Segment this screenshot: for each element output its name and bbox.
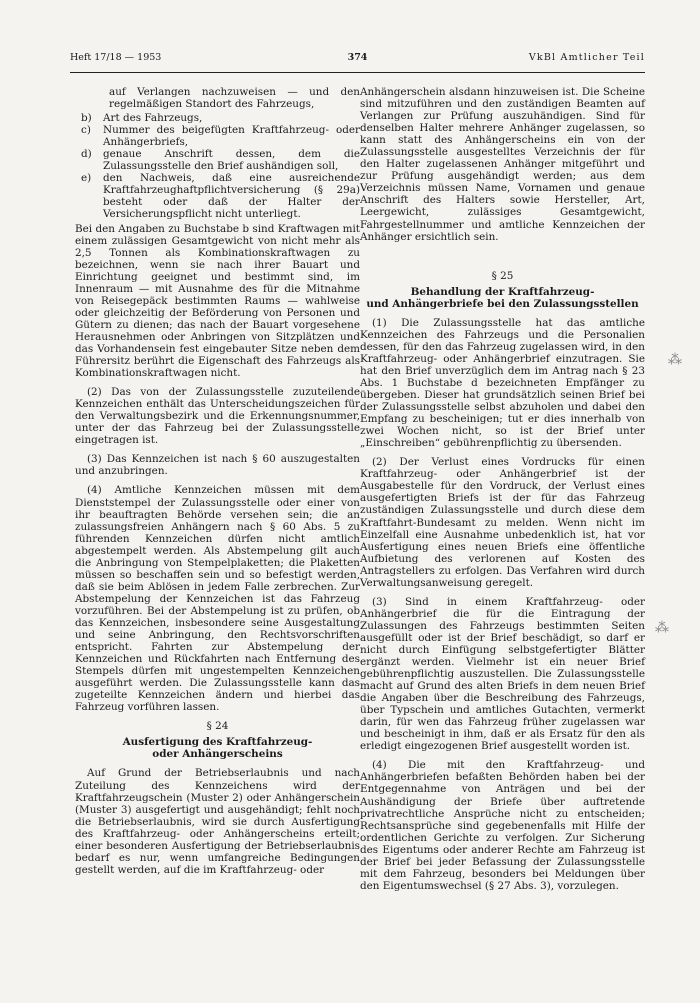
right-column xyxy=(360,86,645,899)
section-25-title xyxy=(360,286,645,310)
left-column xyxy=(75,86,360,883)
list-item xyxy=(75,148,360,172)
list-item-label: d) xyxy=(81,148,92,161)
section-25-paragraph-1: (1) Die Zulassungsstelle hat das amtliche Kennzeichen des Fahrzeugs und die Personalien dessen, für den das Fahrzeug zugelassen wird, in den Kraftfahrzeug- oder Anhängerbrief einzutragen. Sie hat den Brief unverzüglich dem im Antrag nach § 23 Abs. 1 Buchstabe d bezeichneten Empfänger zu übergeben. Dieser hat grundsätzlich seinen Brief bei der Zulassungsstelle selbst abzuholen und dabei den Empfang zu bescheinigen; tut er dies innerhalb von zwei Wochen nicht, so ist der Brief unter „Einschreiben“ gebührenpflichtig zu übersenden. xyxy=(360,316,645,450)
section-24-title-line-1: Ausfertigung des Kraftfahrzeug- xyxy=(122,736,313,749)
section-24-continuation: Anhängerschein alsdann hinzuweisen ist. Die Scheine sind mitzuführen und den zuständigen Beamten auf Verlangen zur Prüfung auszuhändigen. Sind für denselben Halter mehrere Anhänger zugelassen, so kann statt des Anhängerscheins ein von der Zulassungsstelle ausgestelltes Verzeichnis der für den Halter zugelassenen Anhänger mitgeführt und zur Prüfung ausgehändigt werden; aus dem Verzeichnis müssen Name, Vornamen und genaue Anschrift des Halters sowie Hersteller, Art, Leergewicht, zulässiges Gesamtgewicht, Fahrgestellnummer und amtliche Kennzeichen der Anhänger ersichtlich sein. xyxy=(360,86,645,243)
issue-label: Heft 17/18 — 1953 xyxy=(70,52,162,63)
section-25-title-line-1: Behandlung der Kraftfahrzeug- xyxy=(410,285,595,298)
item-list xyxy=(75,112,360,220)
scan-smudge: ⁂ xyxy=(668,352,682,368)
section-25-paragraph-2: (2) Der Verlust eines Vordrucks für einen Kraftfahrzeug- oder Anhängerbrief ist der Ausgabestelle für den Vordruck, der Verlust eines ausgefertigten Briefs ist der für das Fahrzeug zuständigen Zulassungsstelle und durch diese dem Kraftfahrt-Bundesamt zu melden. Wenn nicht im Einzelfall eine Ausnahme unbedenklich ist, hat vor Ausfertigung eines neuen Briefs eine öffentliche Aufbietung des verlorenen auf Kosten des Antragstellers zu erfolgen. Das Verfahren wird durch Verwaltungsanweisung geregelt. xyxy=(360,456,645,589)
list-item-label: b) xyxy=(81,112,92,125)
section-25-paragraph-3: (3) Sind in einem Kraftfahrzeug- oder Anhängerbrief die für die Eintragung der Zulassungen des Fahrzeugs bestimmten Seiten ausgefüllt oder ist der Brief beschädigt, so darf er nicht durch Einfügung selbstgefertigter Blätter ergänzt werden. Vielmehr ist ein neuer Brief gebührenpflichtig auszustellen. Die Zulassungsstelle macht auf Grund des alten Briefs in dem neuen Brief die Angaben über die Beschreibung des Fahrzeugs, über Typschein und amtliches Gutachten, vermerkt darin, für wen das Fahrzeug früher zugelassen war und bescheinigt in ihm, daß er als Ersatz für den als erledigt eingezogenen Brief ausgestellt worden ist. xyxy=(360,595,645,753)
section-25-paragraph-4: (4) Die mit den Kraftfahrzeug- und Anhängerbriefen befaßten Behörden haben bei der Entgegennahme von Anträgen und bei der Aushändigung der Briefe über auftretende privatrechtliche Ansprüche nicht zu entscheiden; Rechtsansprüche sind gegebenenfalls mit Hilfe der ordentlichen Gerichte zu verfolgen. Zur Sicherung des Eigentums oder anderer Rechte am Fahrzeug ist der Brief bei jeder Befassung der Zulassungsstelle mit dem Fahrzeug, besonders bei Meldungen über den Eigentumswechsel (§ 27 Abs. 3), vorzulegen. xyxy=(360,759,645,892)
item-a-continuation: auf Verlangen nachzuweisen — und den regelmäßigen Standort des Fahrzeugs, xyxy=(109,86,360,111)
list-item-text: den Nachweis, daß eine ausreichende Kraftfahrzeughaftpflichtversicherung (§ 29a) besteht oder daß der Halter der Versicherungspflicht nicht unterliegt. xyxy=(103,172,360,221)
scan-smudge: ⁂ xyxy=(655,620,669,636)
page-header xyxy=(70,52,645,73)
paragraph-kombinationskraftwagen: Bei den Angaben zu Buchstabe b sind Kraftwagen mit einem zulässigen Gesamtgewicht von nicht mehr als 2,5 Tonnen als Kombinationskraftwagen zu bezeichnen, wenn sie nach ihrer Bauart und Einrichtung geeignet und bestimmt sind, im Innenraum — mit Ausnahme des für die Mitnahme von Reisegepäck bestimmten Raums — wahlweise oder gleichzeitig der Beförderung von Personen und Gütern zu dienen; das nach der Bauart vorgesehene Herausnehmen oder Anbringen von Sitzplätzen und das Vorhandensein fest eingebauter Sitze neben dem Führersitz berührt die Eigenschaft des Fahrzeugs als Kombinationskraftwagen nicht. xyxy=(75,222,360,380)
paragraph-3: (3) Das Kennzeichen ist nach § 60 auszugestalten und anzubringen. xyxy=(75,453,360,478)
list-item-label: c) xyxy=(81,124,91,137)
list-item xyxy=(75,112,360,124)
section-24-number: § 24 xyxy=(206,720,229,733)
list-item-text: Art des Fahrzeugs, xyxy=(103,112,203,125)
list-item-text: genaue Anschrift dessen, dem die Zulassungsstelle den Brief aushändigen soll, xyxy=(103,148,360,173)
section-24-title-line-2: oder Anhängerscheins xyxy=(152,748,283,761)
section-24-title xyxy=(75,736,360,760)
list-item-label: e) xyxy=(81,172,92,185)
paragraph-4: (4) Amtliche Kennzeichen müssen mit dem Dienststempel der Zulassungsstelle oder einer von ihr beauftragten Behörde versehen sein; die an zulassungsfreien Anhängern nach § 60 Abs. 5 zu führenden Kennzeichen dürfen nicht amtlich abgestempelt werden. Als Abstempelung gilt auch die Anbringung von Stempelplaketten; die Plaketten müssen so beschaffen sein und so befestigt werden, daß sie beim Ablösen in jedem Falle zerbrechen. Zur Abstempelung der Kennzeichen ist das Fahrzeug vorzuführen. Bei der Abstempelung ist zu prüfen, ob das Kennzeichen, insbesondere seine Ausgestaltung und seine Anbringung, den Rechtsvorschriften entspricht. Fahrten zur Abstempelung der Kennzeichen und Rückfahrten nach Entfernung des Stempels dürfen mit ungestempelten Kennzeichen ausgeführt werden. Die Zulassungsstelle kann das zugeteilte Kennzeichen ändern und hierbei das Fahrzeug vorführen lassen. xyxy=(75,484,360,714)
section-25-number: § 25 xyxy=(491,269,514,282)
section-25-title-line-2: und Anhängerbriefe bei den Zulassungsstellen xyxy=(366,297,639,310)
section-24-text: Auf Grund der Betriebserlaubnis und nach Zuteilung des Kennzeichens wird der Kraftfahrzeugschein (Muster 2) oder Anhängerschein (Muster 3) ausgefertigt und ausgehändigt; fehlt noch die Betriebserlaubnis, wird sie durch Ausfertigung des Kraftfahrzeug- oder Anhängerscheins erteilt; einer besonderen Ausfertigung der Betriebserlaubnis bedarf es nur, wenn umfangreiche Bedingungen gestellt werden, auf die im Kraftfahrzeug- oder xyxy=(75,767,360,876)
list-item xyxy=(75,172,360,220)
list-item-text: Nummer des beigefügten Kraftfahrzeug- oder Anhängerbriefs, xyxy=(103,124,360,149)
publication-label: VkBl Amtlicher Teil xyxy=(528,52,645,63)
paragraph-2: (2) Das von der Zulassungsstelle zuzuteilende Kennzeichen enthält das Unterscheidungszeichen für den Verwaltungsbezirk und die Erkennungsnummer, unter der das Fahrzeug bei der Zulassungsstelle eingetragen ist. xyxy=(75,386,360,447)
page-number: 374 xyxy=(347,52,368,63)
list-item xyxy=(75,124,360,148)
